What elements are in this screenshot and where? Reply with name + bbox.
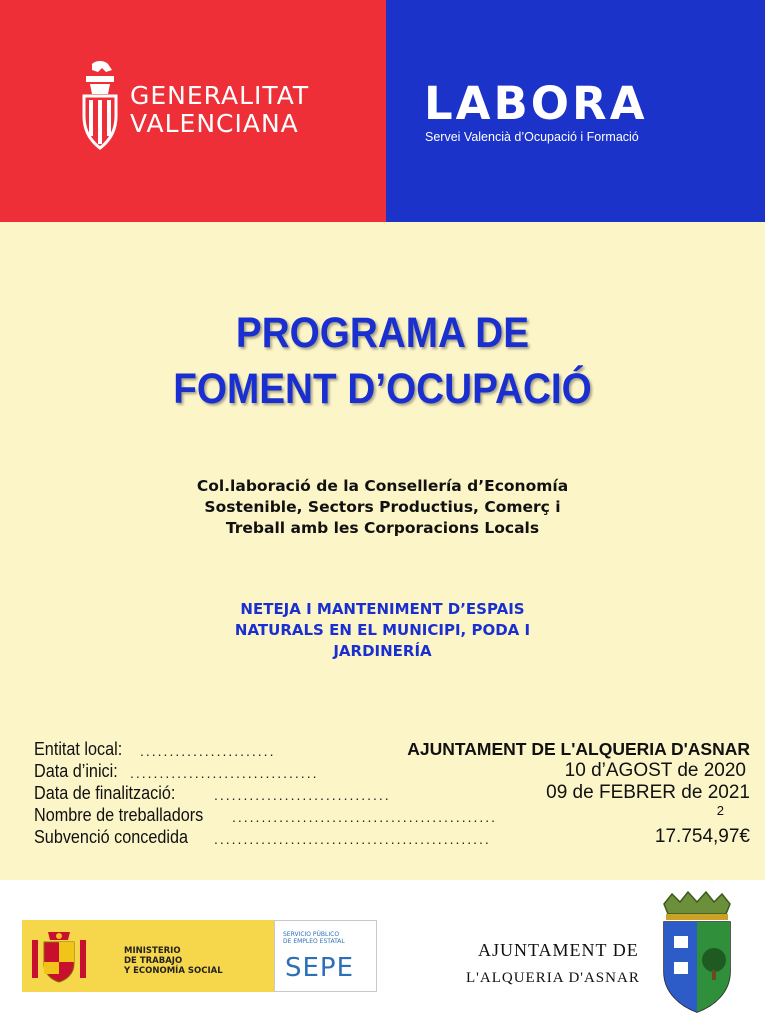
dot-leader: ....................... — [140, 743, 276, 759]
ministerio-text — [124, 946, 223, 976]
detail-row-entitat — [34, 738, 750, 760]
treballadors-label: Nombre de treballadors — [34, 805, 204, 825]
generalitat-logo-text — [130, 82, 309, 138]
title-line1: PROGRAMA DE — [235, 309, 530, 357]
ministerio-line1: MINISTERIO — [124, 946, 181, 956]
project-title — [0, 599, 765, 662]
dot-leader: .............................. — [214, 787, 391, 803]
project-line3: JARDINERÍA — [333, 642, 432, 660]
collab-line3: Treball amb les Corporacions Locals — [225, 519, 540, 537]
gv-line2: VALENCIANA — [130, 109, 299, 138]
entitat-label: Entitat local: — [34, 739, 123, 759]
project-line2: NATURALS EN EL MUNICIPI, PODA I — [234, 621, 531, 639]
sepe-name: SEPE — [285, 953, 355, 983]
subvencio-value: 17.754,97€ — [654, 826, 750, 847]
inici-value: 10 d’AGOST de 2020 — [564, 760, 746, 781]
ajuntament-line1: AJUNTAMENT DE — [478, 940, 639, 960]
ministerio-line2: DE TRABAJO — [124, 956, 183, 966]
ministerio-logo — [22, 920, 274, 992]
treballadors-value: 2 — [716, 804, 724, 818]
detail-row-subvencio — [34, 826, 750, 848]
inici-label: Data d’inici: — [34, 761, 118, 781]
sepe-top-line1: SERVICIO PÚBLICO — [283, 931, 340, 938]
dot-leader: ............................................. — [232, 809, 498, 825]
sepe-caption — [283, 931, 345, 945]
sepe-top-line2: DE EMPLEO ESTATAL — [283, 938, 345, 945]
ministerio-line3: Y ECONOMÍA SOCIAL — [124, 966, 223, 976]
spain-coat-of-arms-icon — [26, 926, 92, 986]
detail-row-treballadors — [34, 804, 750, 826]
title-line2: FOMENT D’OCUPACIÓ — [173, 365, 592, 413]
sepe-logo — [274, 920, 377, 992]
project-line1: NETEJA I MANTENIMENT D’ESPAIS — [240, 600, 525, 618]
final-label: Data de finalització: — [34, 783, 176, 803]
collab-line2: Sostenible, Sectors Productius, Comerç i — [204, 498, 561, 516]
municipal-shield-icon — [656, 890, 738, 1014]
dot-leader: ................................ — [130, 765, 319, 781]
detail-row-inici — [34, 760, 750, 782]
gv-line1: GENERALITAT — [130, 81, 310, 110]
dot-leader: ............................................... — [214, 831, 491, 847]
generalitat-crest-icon — [78, 60, 122, 152]
detail-row-final — [34, 782, 750, 804]
collab-line1: Col.laboració de la Consellería d’Economía — [196, 477, 569, 495]
entitat-value: AJUNTAMENT DE L'ALQUERIA D'ASNAR — [407, 739, 750, 759]
labora-logo-subtitle: Servei Valencià d’Ocupació i Formació — [425, 130, 639, 144]
page-title — [38, 305, 727, 417]
collaboration-text — [0, 476, 765, 539]
labora-logo-title: LABORA — [424, 77, 648, 130]
project-details — [34, 738, 750, 848]
final-value: 09 de FEBRER de 2021 — [546, 782, 750, 803]
subvencio-label: Subvenció concedida — [34, 827, 189, 847]
ajuntament-line2: L'ALQUERIA D'ASNAR — [466, 970, 640, 986]
